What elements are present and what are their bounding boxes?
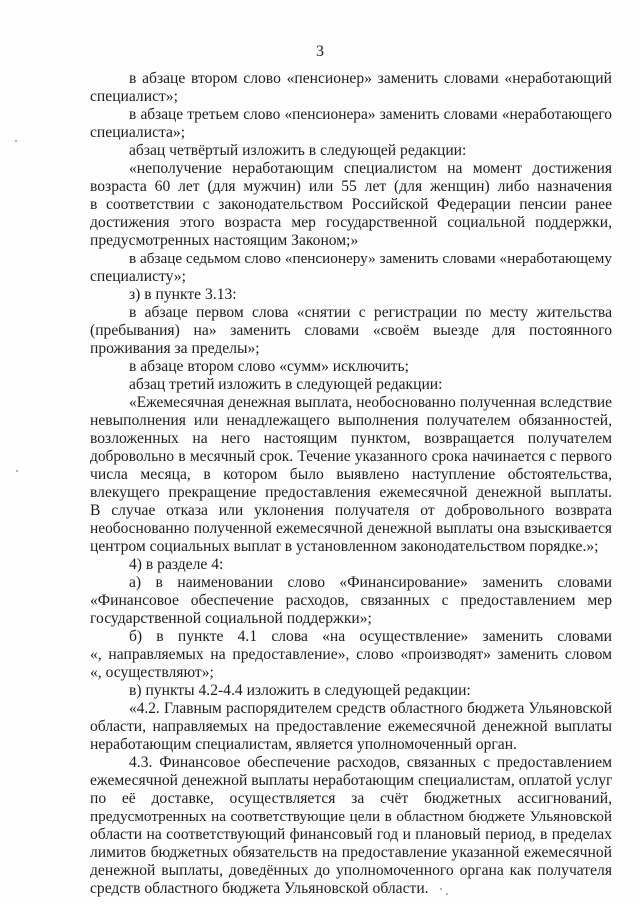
text-line: в абзаце третьем слово «пенсионера» заменить словами «неработающего <box>129 106 612 123</box>
text-line: «, направляемых на предоставление», слово «производят» заменить словом <box>90 646 612 663</box>
text-line: достижения этого возраста мер государственной социальной поддержки, <box>90 214 612 231</box>
text-line: области на соответствующий финансовый год и плановый период, в пределах <box>90 826 612 843</box>
text-line: средств областного бюджета Ульяновской области. <box>90 880 429 897</box>
text-line: «неполучение неработающим специалистом на момент достижения <box>129 160 612 177</box>
text-line: в абзаце втором слово «пенсионер» заменить словами «неработающий <box>129 70 612 87</box>
text-line: «Финансовое обеспечение расходов, связанных с предоставлением мер <box>90 592 612 609</box>
text-line: абзац третий изложить в следующей редакции: <box>129 376 443 393</box>
text-line: ежемесячной денежной выплаты неработающим специалистам, оплатой услуг <box>90 772 613 789</box>
text-line: возраста 60 лет (для мужчин) или 55 лет (для женщин) либо назначения <box>90 178 612 195</box>
text-line: а) в наименовании слово «Финансирование» заменить словами <box>129 574 612 591</box>
text-line: в соответствии с законодательством Российской Федерации пенсии ранее <box>90 196 612 213</box>
text-line: влекущего прекращение предоставления ежемесячной денежной выплаты. <box>90 484 612 501</box>
text-line: «4.2. Главным распорядителем средств областного бюджета Ульяновской <box>129 700 612 717</box>
text-line: в абзаце седьмом слово «пенсионеру» заменить словами «неработающему <box>129 250 612 267</box>
text-line: центром социальных выплат в установленном законодательством порядке.»; <box>90 538 599 555</box>
text-line: специалисту»; <box>90 268 186 285</box>
text-line: з) в пункте 3.13: <box>129 286 237 303</box>
text-line: 4.3. Финансовое обеспечение расходов, связанных с предоставлением <box>129 754 612 771</box>
text-line: невыполнения или ненадлежащего выполнения получателем обязанностей, <box>90 412 612 429</box>
text-line: проживания за пределы»; <box>90 340 260 357</box>
text-line: неработающим специалистам, является уполномоченный орган. <box>90 736 517 753</box>
text-line: денежной выплаты, доведённых до уполномоченного органа как получателя <box>90 862 612 879</box>
text-line: в) пункты 4.2-4.4 изложить в следующей редакции: <box>129 682 471 699</box>
text-line: лимитов бюджетных обязательств на предоставление указанной ежемесячной <box>90 844 612 861</box>
text-line: 4) в разделе 4: <box>129 556 224 573</box>
text-line: специалист»; <box>90 88 178 105</box>
text-line: по её доставке, осуществляется за счёт бюджетных ассигнований, <box>90 790 612 807</box>
scan-speck <box>15 140 17 142</box>
text-line: в абзаце втором слово «сумм» исключить; <box>129 358 409 375</box>
text-line: «Ежемесячная денежная выплата, необоснованно полученная вследствие <box>129 394 612 411</box>
text-line: предусмотренных настоящим Законом;» <box>90 232 359 249</box>
scan-speck <box>440 888 442 890</box>
page-number: 3 <box>316 43 324 60</box>
text-line: числа месяца, в котором было выявлено наступление обстоятельства, <box>90 466 612 483</box>
text-line: добровольно в месячный срок. Течение указанного срока начинается с первого <box>90 448 612 465</box>
text-line: б) в пункте 4.1 слова «на осуществление» заменить словами <box>129 628 612 645</box>
scan-speck <box>16 470 18 472</box>
text-line: области, направляемых на предоставление ежемесячной денежной выплаты <box>90 718 612 735</box>
text-line: возложенных на него настоящим пунктом, возвращается получателем <box>90 430 612 447</box>
text-line: государственной социальной поддержки»; <box>90 610 372 627</box>
text-line: предусмотренных на соответствующие цели в областном бюджете Ульяновской <box>90 808 612 825</box>
text-line: В случае отказа или уклонения получателя от добровольного возврата <box>90 502 612 519</box>
scan-speck <box>446 893 448 895</box>
text-line: абзац четвёртый изложить в следующей редакции: <box>129 142 467 159</box>
text-line: «, осуществляют»; <box>90 664 214 681</box>
text-line: необоснованно полученной ежемесячной денежной выплаты она взыскивается <box>90 520 612 537</box>
text-line: специалиста»; <box>90 124 186 141</box>
text-line: (пребывания) на» заменить словами «своём выезде для постоянного <box>90 322 612 339</box>
text-line: в абзаце первом слова «снятии с регистрации по месту жительства <box>129 304 612 321</box>
